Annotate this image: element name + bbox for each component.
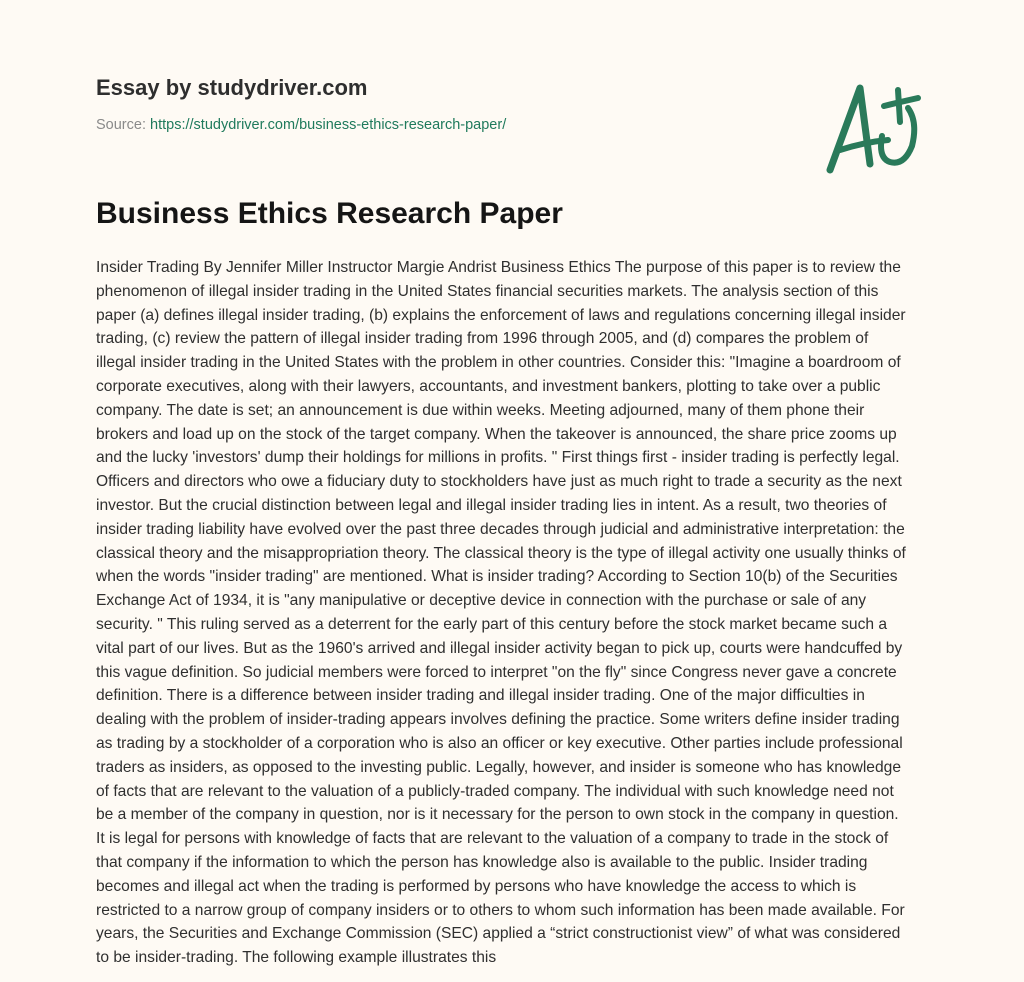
body-line: definition. There is a difference between insider trading and illegal insider trading. One of the major difficulties in — [96, 687, 865, 705]
body-line: investor. But the crucial distinction between legal and illegal insider trading lies in intent. As a result, two theories of — [96, 496, 887, 514]
body-line: phenomenon of illegal insider trading in the United States financial securities markets. The analysis section of this — [96, 282, 879, 300]
body-line: corporate executives, along with their lawyers, accountants, and investment bankers, plotting to take over a public — [96, 377, 881, 395]
body-line: when the words "insider trading" are mentioned. What is insider trading? According to Section 10(b) of the Securities — [96, 568, 898, 586]
body-line: vital part of our lives. But as the 1960's arrived and illegal insider activity began to pick up, courts were handcuffed by — [96, 639, 903, 657]
page-title: Business Ethics Research Paper — [96, 197, 563, 230]
body-line: of facts that are relevant to the valuation of a publicly-traded company. The individual with such knowledge need not — [96, 782, 894, 800]
body-line: and the lucky 'investors' dump their holdings for millions in profits. " First things first - insider trading is perfectly legal. — [96, 449, 900, 467]
source-line — [96, 116, 506, 134]
body-line: dealing with the problem of insider-trading appears involves defining the practice. Some writers define insider trading — [96, 711, 900, 729]
essay-body — [96, 256, 944, 970]
body-line: this vague definition. So judicial members were forced to interpret "on the fly" since Congress never gave a concrete — [96, 663, 897, 681]
body-line: classical theory and the misappropriation theory. The classical theory is the type of illegal activity one usually thinks of — [96, 544, 906, 562]
body-line: to be insider-trading. The following example illustrates this — [96, 949, 497, 967]
body-line: becomes and illegal act when the trading is performed by persons who have knowledge the access to which is — [96, 877, 857, 895]
body-line: that company if the information to which the person has knowledge also is available to the public. Insider trading — [96, 853, 868, 871]
body-line: Officers and directors who owe a fiduciary duty to stockholders have just as much right to trade a security as the next — [96, 473, 902, 491]
body-line: insider trading liability have evolved over the past three decades through judicial and administrative interpretation: the — [96, 520, 905, 538]
body-line: brokers and load up on the stock of the target company. When the takeover is announced, the share price zooms up — [96, 425, 897, 443]
body-line: be a member of the company in question, nor is it necessary for the person to own stock in the company in question. — [96, 806, 899, 824]
site-title: Essay by studydriver.com — [96, 75, 368, 100]
body-line: trading, (c) review the pattern of illegal insider trading from 1996 through 2005, and (d) compares the problem of — [96, 330, 869, 348]
body-line: Insider Trading By Jennifer Miller Instructor Margie Andrist Business Ethics The purpose of this paper is to review the — [96, 259, 901, 276]
body-line: security. " This ruling served as a deterrent for the early part of this century before the stock market became such a — [96, 615, 888, 633]
essay-header — [96, 74, 506, 134]
body-line: years, the Securities and Exchange Commission (SEC) applied a “strict constructionist view” of what was considered — [96, 925, 901, 943]
body-line: restricted to a narrow group of company insiders or to others to whom such information has been made available. For — [96, 901, 905, 919]
body-line: traders as insiders, as opposed to the investing public. Legally, however, and insider is someone who has knowledge — [96, 758, 901, 776]
body-line: Exchange Act of 1934, it is "any manipulative or deceptive device in connection with the purchase or sale of any — [96, 592, 867, 610]
body-line: as trading by a stockholder of a corporation who is also an officer or key executive. Other parties include professional — [96, 734, 903, 752]
body-line: paper (a) defines illegal insider trading, (b) explains the enforcement of laws and regulations concerning illegal insider — [96, 306, 906, 324]
body-line: It is legal for persons with knowledge of facts that are relevant to the valuation of a company to trade in the stock of — [96, 830, 889, 848]
body-line: illegal insider trading in the United States with the problem in other countries. Consider this: "Imagine a boardroom of — [96, 354, 901, 372]
a-plus-grade-icon — [820, 66, 940, 176]
source-link[interactable]: https://studydriver.com/business-ethics-research-paper/ — [150, 117, 507, 133]
body-line: company. The date is set; an announcement is due within weeks. Meeting adjourned, many of them phone their — [96, 401, 865, 419]
source-label: Source: — [96, 117, 146, 133]
